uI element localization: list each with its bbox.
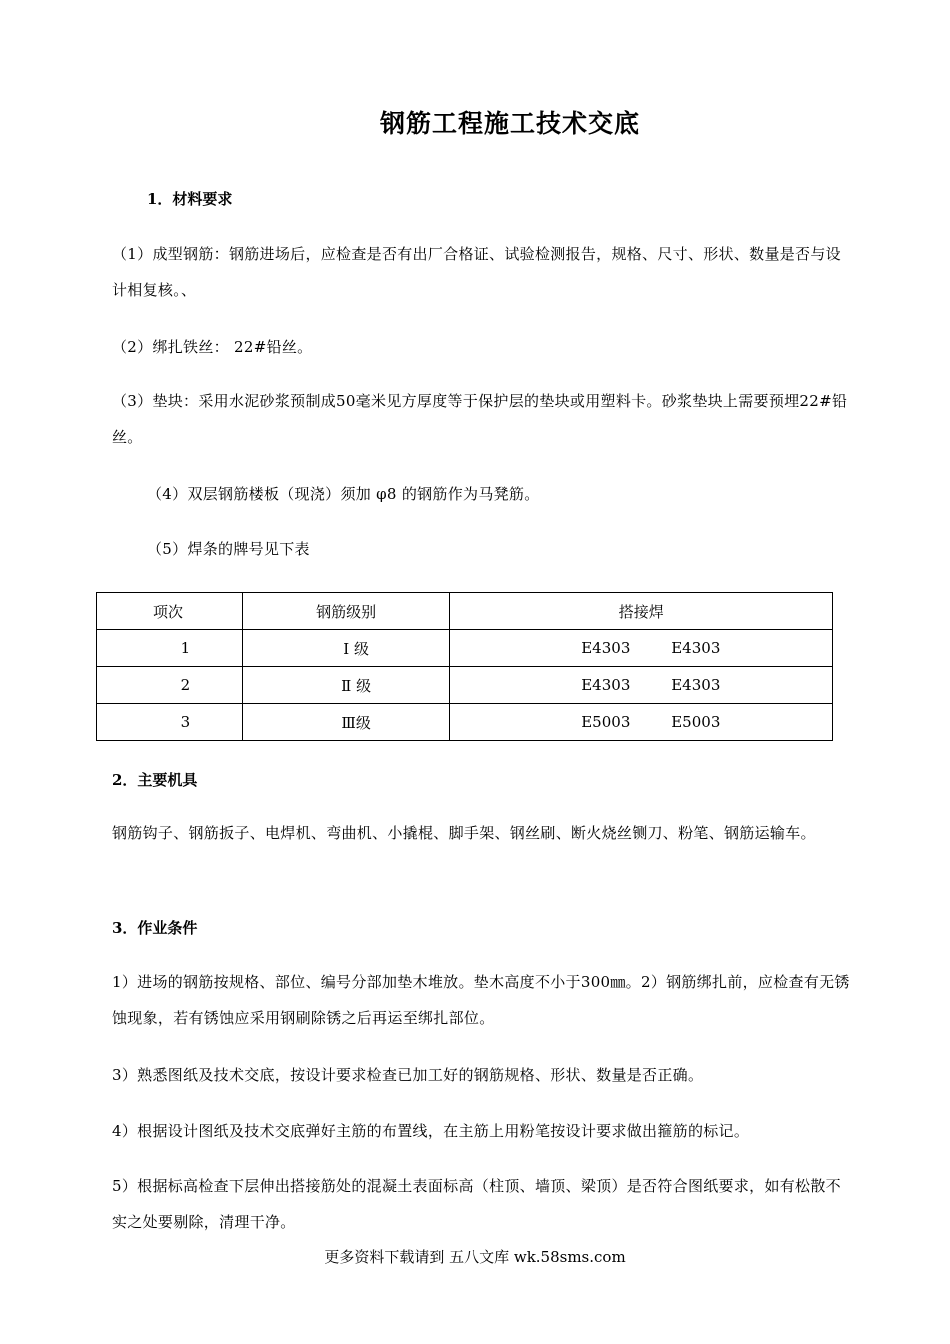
weld-a: E4303 (581, 676, 631, 694)
section-3-item-5: 5）根据标高检查下层伸出搭接筋处的混凝土表面标高（柱顶、墙顶、梁顶）是否符合图纸要求，如有松散不实之处要剔除，清理干净。 (112, 1177, 841, 1231)
table-row (97, 667, 833, 704)
section-3-heading: 3．作业条件 (112, 919, 198, 937)
col-header-no: 项次 (97, 593, 243, 630)
weld-b: E4303 (671, 639, 721, 657)
col-header-weld: 搭接焊 (450, 593, 833, 630)
table-row (97, 704, 833, 741)
row-weld (450, 704, 833, 741)
welding-rod-table (96, 592, 833, 741)
row-grade: Ⅱ 级 (242, 667, 450, 704)
table-header-row (97, 593, 833, 630)
weld-a: E4303 (581, 639, 631, 657)
section-3-item-4: 4）根据设计图纸及技术交底弹好主筋的布置线，在主筋上用粉笔按设计要求做出箍筋的标记。 (112, 1122, 750, 1140)
weld-a: E5003 (581, 713, 631, 731)
col-header-grade: 钢筋级别 (242, 593, 450, 630)
table-row (97, 630, 833, 667)
row-no: 1 (97, 630, 243, 667)
section-1-item-5: （5）焊条的牌号见下表 (147, 540, 310, 558)
row-grade: Ⅲ级 (242, 704, 450, 741)
row-weld (450, 630, 833, 667)
section-1-heading: 1．材料要求 (147, 190, 233, 208)
weld-b: E5003 (671, 713, 721, 731)
section-1-item-2: （2）绑扎铁丝： 22#铅丝。 (112, 338, 313, 356)
section-3-item-3: 3）熟悉图纸及技术交底，按设计要求检查已加工好的钢筋规格、形状、数量是否正确。 (112, 1066, 704, 1084)
row-no: 3 (97, 704, 243, 741)
section-3-item-1: 1）进场的钢筋按规格、部位、编号分部加垫木堆放。垫木高度不小于300㎜。2）钢筋绑扎前，应检查有无锈蚀现象，若有锈蚀应采用钢刷除锈之后再运至绑扎部位。 (112, 973, 850, 1027)
footer-note: 更多资料下载请到 五八文库 wk.58sms.com (324, 1248, 626, 1266)
section-2-heading: 2．主要机具 (112, 771, 198, 789)
section-1-item-4: （4）双层钢筋楼板（现浇）须加 φ8 的钢筋作为马凳筋。 (147, 485, 540, 503)
section-2-body: 钢筋钩子、钢筋扳子、电焊机、弯曲机、小撬棍、脚手架、钢丝刷、断火烧丝铡刀、粉笔、钢筋运输车。 (112, 824, 816, 842)
section-1-item-1: （1）成型钢筋：钢筋进场后，应检查是否有出厂合格证、试验检测报告，规格、尺寸、形状、数量是否与设计相复核。、 (112, 245, 841, 299)
row-no: 2 (97, 667, 243, 704)
section-1-item-3: （3）垫块：采用水泥砂浆预制成50毫米见方厚度等于保护层的垫块或用塑料卡。砂浆垫块上需要预埋22#铅丝。 (112, 392, 848, 446)
row-weld (450, 667, 833, 704)
row-grade: Ⅰ 级 (242, 630, 450, 667)
weld-b: E4303 (671, 676, 721, 694)
document-title: 钢筋工程施工技术交底 (379, 109, 640, 138)
